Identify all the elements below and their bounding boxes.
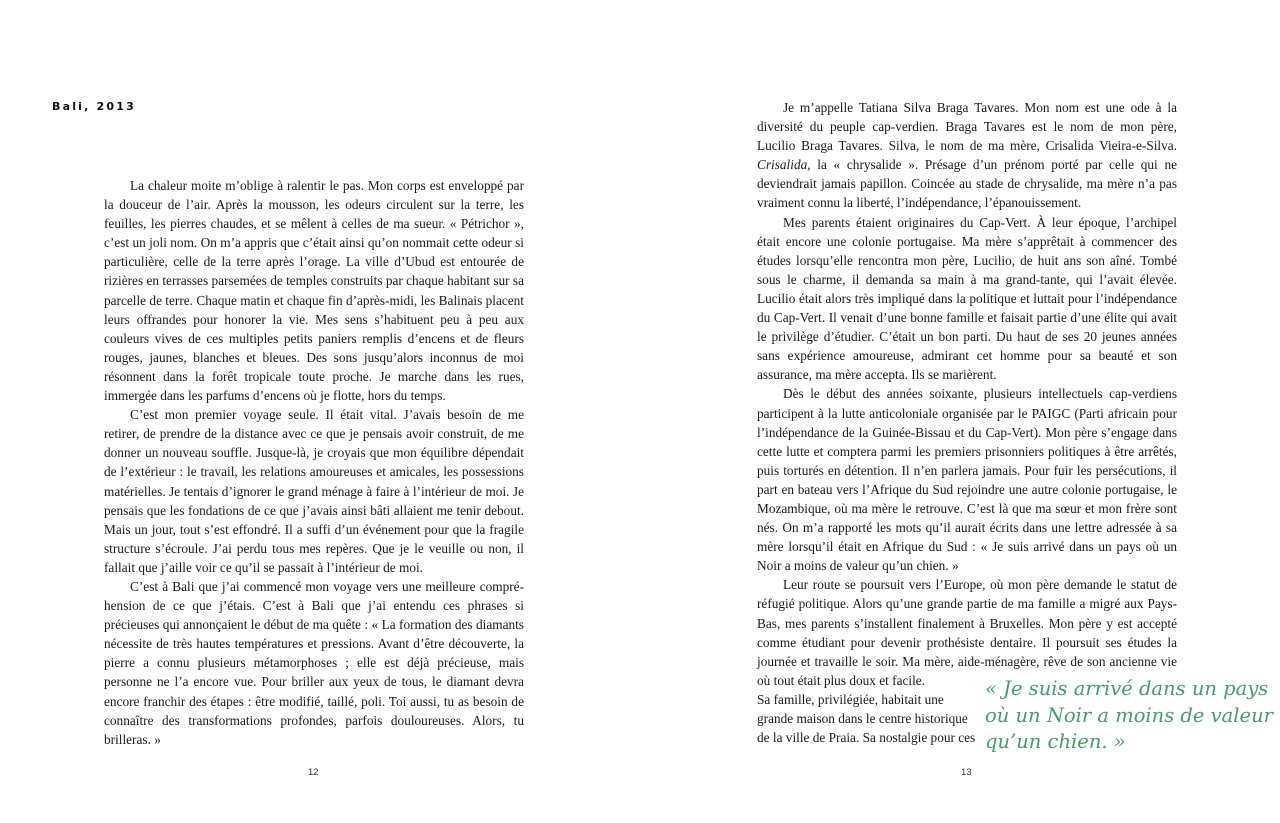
- italic-word: Crisalida: [757, 157, 808, 173]
- text-line: Sa famille, privilégiée, habitait une: [757, 691, 944, 707]
- paragraph: C’est à Bali que j’ai commencé mon voyage vers une meilleure compréhension de ce que j’étais. C’est à Bali que j’ai entendu ces phrases si précieuses qui annonçaient le début de ma quête : « La formation des diamants nécessite de très hautes températures et pressions. Avant d’être découverte, la pierre a connu plusieurs métamorphoses ; elle est déjà précieuse, mais personne ne l’a encore vue. Pour briller aux yeux de tous, le diamant devra encore franchir des étapes : être modifié, taillé, poli. Toi aussi, tu as besoin de connaître des transformations profondes, parfois douloureuses. Alors, tu brilleras. »: [104, 578, 524, 747]
- text-line: grande maison dans le centre historique: [757, 711, 968, 726]
- right-page: [640, 0, 1280, 823]
- page-number: 13: [961, 767, 972, 778]
- paragraph: Mes parents étaient originaires du Cap-Vert. À leur époque, l’archipel était encore une colonie portugaise. Ma mère s’apprêtait à commencer des études lorsqu’elle rencontra mon père, Lucilio, de huit ans son aîné. Tombé sous le charme, il demanda sa main à ma grand-tante, qui l’avait élevée. Lucilio était alors très impliqué dans la politique et luttait pour l’indépendance du Cap-Vert. Il venait d’une bonne famille et faisait partie d’une élite qui avait le privilège d’étudier. C’était un bon parti. Du haut de ses 20 jeunes années sans expérience amoureuse, admirant cet homme pour sa beauté et son assurance, ma mère accepta. Ils se marièrent.: [757, 214, 1177, 383]
- left-body-text: [104, 176, 524, 749]
- paragraph: Leur route se poursuit vers l’Europe, où mon père demande le statut de réfugié politique. Alors qu’une grande partie de ma famille a migré aux Pays-Bas, mes parents s’installent finalement à Bruxelles. Mon père y est accepté comme étudiant pour devenir prothésiste dentaire. Il poursuit ses études la journée et travaille le soir. Ma mère, aide-ménagère, rêve de son ancienne vie où tout était plus doux et facile.: [757, 577, 1177, 688]
- text-line: de la ville de Praia. Sa nostalgie pour ces: [757, 730, 976, 746]
- pull-quote: « Je suis arrivé dans un pays où un Noir a moins de valeur qu’un chien. »: [985, 677, 1273, 753]
- chapter-heading: Bali, 2013: [52, 100, 136, 113]
- paragraph-text: , la « chrysalide ». Présage d’un prénom porté par celle qui ne deviendrait jamais papillon. Coincée au stade de chrysalide, ma mère n’a pas vraiment connu la liberté, l’indépendance, l’épanouissement.: [757, 157, 1177, 211]
- paragraph: Dès le début des années soixante, plusieurs intellectuels cap-verdiens participent à la lutte anticoloniale organisée par le PAIGC (Parti africain pour l’indépendance de la Guinée-Bissau et du Cap-Vert). Mon père s’engage dans cette lutte et comptera parmi les premiers prisonniers politiques à être arrêtés, puis torturés en détention. Il n’en parlera jamais. Pour fuir les persécutions, il part en bateau vers l’Afrique du Sud rejoindre une autre colonie portugaise, le Mozambique, où ma mère le retrouve. C’est là que ma sœur et mon frère sont nés. On m’a rapporté les mots qu’il aurait écrits dans une lettre adressée à sa mère lorsqu’il était en Afrique du Sud : « Je suis arrivé dans un pays où un Noir a moins de valeur qu’un chien. »: [757, 386, 1177, 574]
- page-number: 12: [308, 767, 319, 778]
- paragraph: La chaleur moite m’oblige à ralentir le pas. Mon corps est enveloppé par la douceur de l’air. Après la mousson, les odeurs circulent sur la terre, les feuilles, les pierres chaudes, et se mêlent à celles de ma sueur. « Pétrichor », c’est un joli nom. On m’a appris que c’était ainsi qu’on nommait cette odeur si particulière, celle de la terre après l’orage. La ville d’Ubud est entourée de rizières en terrasses parsemées de temples construits par chaque habitant sur sa parcelle de terre. Chaque matin et chaque fin d’après-midi, les Balinais placent leurs offrandes pour honorer la vie. Mes sens s’habituent peu à peu aux couleurs vives de ces multiples petits paniers remplis d’encens et de fleurs rouges, jaunes, blanches et bleues. Des sons jusqu’alors inconnus de moi résonnent dans la forêt tropicale toute proche. Je marche dans les rues, immergée dans les parfums d’encens où je flotte, hors du temps.: [104, 178, 524, 404]
- paragraph: C’est mon premier voyage seule. Il était vital. J’avais besoin de me retirer, de prendre de la distance avec ce que je pensais avoir construit, de me donner un nouveau souffle. Jusque-là, je croyais que mon équilibre dépendait de l’extérieur : le travail, les relations amoureuses et amicales, les possessions matérielles. Je tentais d’ignorer le grand ménage à faire à l’intérieur de moi. Je pensais que les fondations de ce que j’avais ainsi bâti allaient me tenir debout. Mais un jour, tout s’est effondré. Il a suffi d’un événement pour que la fragile structure s’écroule. J’ai perdu tous mes repères. Que je le veuille ou non, il fallait que j’aille voir ce qu’il se passait à l’intérieur de moi.: [104, 407, 524, 575]
- right-body-text: [757, 98, 1177, 747]
- paragraph-text: Je m’appelle Tatiana Silva Braga Tavares. Mon nom est une ode à la diversité du peuple cap-verdien. Braga Tavares est le nom de mon père, Lucilio Braga Tavares. Silva, le nom de ma mère, Crisalida Vieira-e-Silva.: [757, 100, 1177, 154]
- paragraph: [757, 98, 1177, 213]
